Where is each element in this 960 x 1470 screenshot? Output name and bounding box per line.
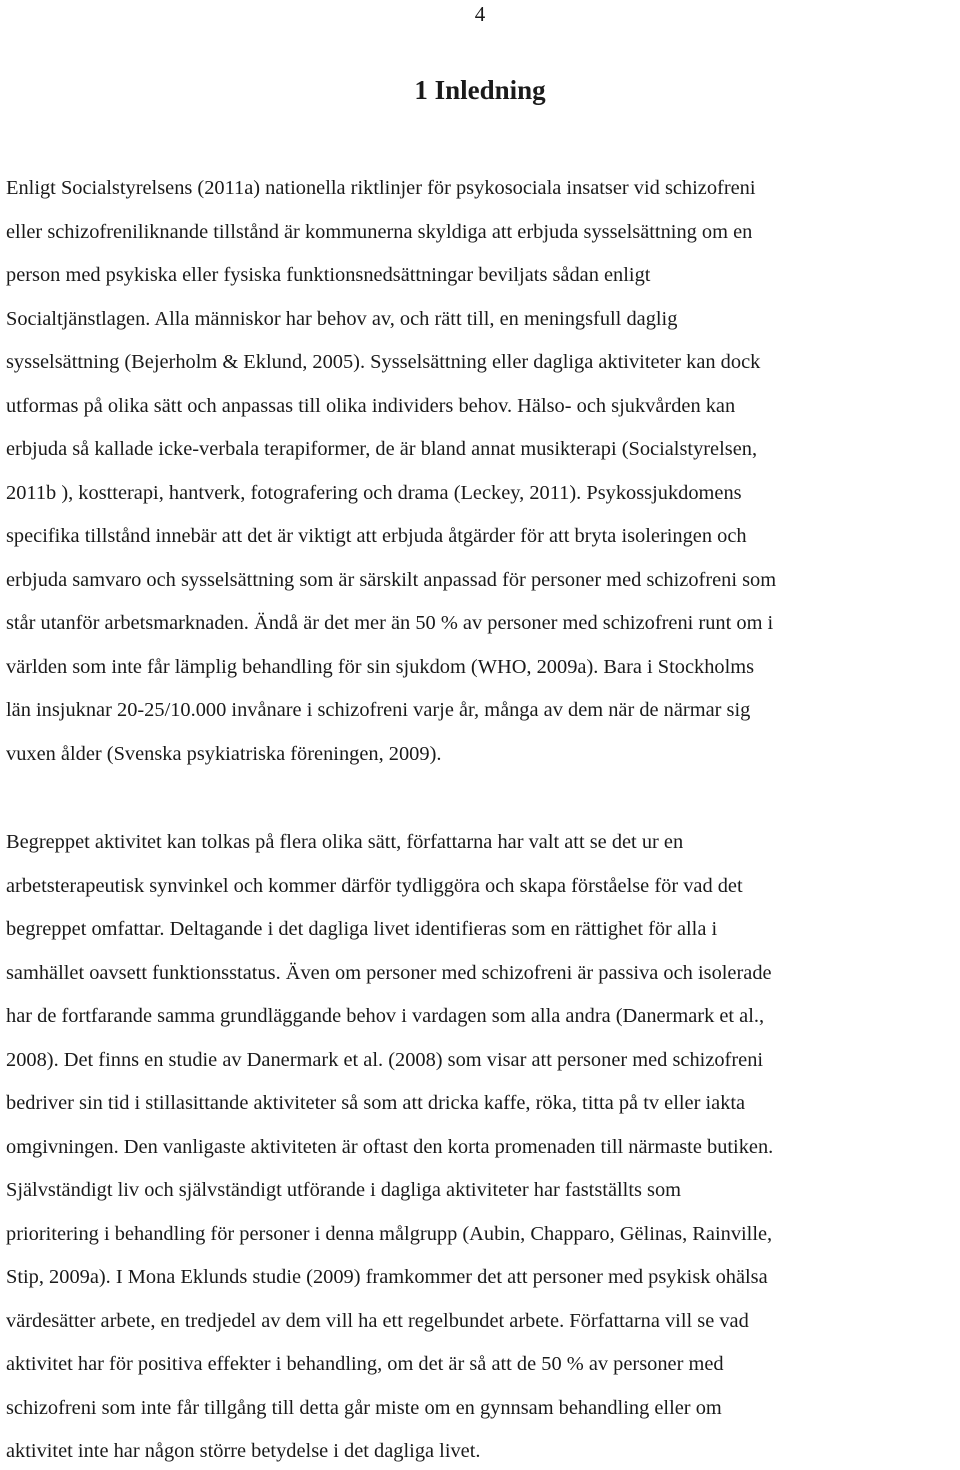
paragraph-line: erbjuda samvaro och sysselsättning som är särskilt anpassad för personer med schizofreni som bbox=[6, 569, 777, 591]
chapter-title: 1 Inledning bbox=[414, 75, 546, 105]
paragraph-line: 2011b ), kostterapi, hantverk, fotografering och drama (Leckey, 2011). Psykossjukdomens bbox=[6, 482, 742, 504]
paragraph-line: person med psykiska eller fysiska funktionsnedsättningar beviljats sådan enligt bbox=[6, 264, 651, 286]
paragraph-line: utformas på olika sätt och anpassas till olika individers behov. Hälso- och sjukvården kan bbox=[6, 395, 736, 417]
paragraph-line: erbjuda så kallade icke-verbala terapiformer, de är bland annat musikterapi (Socialstyrelsen, bbox=[6, 438, 758, 460]
paragraph-line: Enligt Socialstyrelsens (2011a) nationella riktlinjer för psykosociala insatser vid schizofreni bbox=[6, 177, 756, 199]
paragraph-line: schizofreni som inte får tillgång till detta går miste om en gynnsam behandling eller om bbox=[6, 1397, 722, 1419]
paragraph-line: eller schizofreniliknande tillstånd är kommunerna skyldiga att erbjuda sysselsättning om en bbox=[6, 221, 753, 243]
paragraph-line: bedriver sin tid i stillasittande aktiviteter så som att dricka kaffe, röka, titta på tv eller iakta bbox=[6, 1092, 746, 1114]
paragraph-line: arbetsterapeutisk synvinkel och kommer därför tydliggöra och skapa förståelse för vad det bbox=[6, 875, 743, 897]
paragraph-line: Socialtjänstlagen. Alla människor har behov av, och rätt till, en meningsfull daglig bbox=[6, 308, 678, 330]
paragraph-line: län insjuknar 20-25/10.000 invånare i schizofreni varje år, många av dem när de närmar sig bbox=[6, 699, 751, 721]
paragraph-line: värdesätter arbete, en tredjedel av dem vill ha ett regelbundet arbete. Författarna vill se vad bbox=[6, 1310, 749, 1332]
paragraph-line: Stip, 2009a). I Mona Eklunds studie (2009) framkommer det att personer med psykisk ohälsa bbox=[6, 1266, 768, 1288]
paragraph-line: vuxen ålder (Svenska psykiatriska föreningen, 2009). bbox=[6, 743, 442, 765]
paragraph-line: aktivitet har för positiva effekter i behandling, om det är så att de 50 % av personer med bbox=[6, 1353, 724, 1375]
paragraph-line: samhället oavsett funktionsstatus. Även om personer med schizofreni är passiva och isolerade bbox=[6, 962, 772, 984]
paragraph-line: står utanför arbetsmarknaden. Ändå är det mer än 50 % av personer med schizofreni runt om i bbox=[6, 612, 774, 634]
paragraph-line: aktivitet inte har någon större betydelse i det dagliga livet. bbox=[6, 1440, 481, 1462]
page-number: 4 bbox=[474, 2, 486, 26]
paragraph-line: Begreppet aktivitet kan tolkas på flera olika sätt, författarna har valt att se det ur en bbox=[6, 831, 684, 853]
paragraph-line: specifika tillstånd innebär att det är viktigt att erbjuda åtgärder för att bryta isoleringen och bbox=[6, 525, 747, 547]
paragraph-line: Självständigt liv och självständigt utförande i dagliga aktiviteter har fastställts som bbox=[6, 1179, 682, 1201]
paragraph-line: prioritering i behandling för personer i denna målgrupp (Aubin, Chapparo, Gëlinas, Rainville, bbox=[6, 1223, 773, 1245]
paragraph-line: omgivningen. Den vanligaste aktiviteten är oftast den korta promenaden till närmaste butiken. bbox=[6, 1136, 774, 1158]
paragraph-line: världen som inte får lämplig behandling för sin sjukdom (WHO, 2009a). Bara i Stockholms bbox=[6, 656, 755, 678]
paragraph-line: 2008). Det finns en studie av Danermark et al. (2008) som visar att personer med schizofreni bbox=[6, 1049, 764, 1071]
paragraph-line: har de fortfarande samma grundläggande behov i vardagen som alla andra (Danermark et al., bbox=[6, 1005, 765, 1027]
paragraph-line: sysselsättning (Bejerholm & Eklund, 2005). Sysselsättning eller dagliga aktiviteter kan dock bbox=[6, 351, 761, 373]
paragraph-line: begreppet omfattar. Deltagande i det dagliga livet identifieras som en rättighet för alla i bbox=[6, 918, 718, 940]
